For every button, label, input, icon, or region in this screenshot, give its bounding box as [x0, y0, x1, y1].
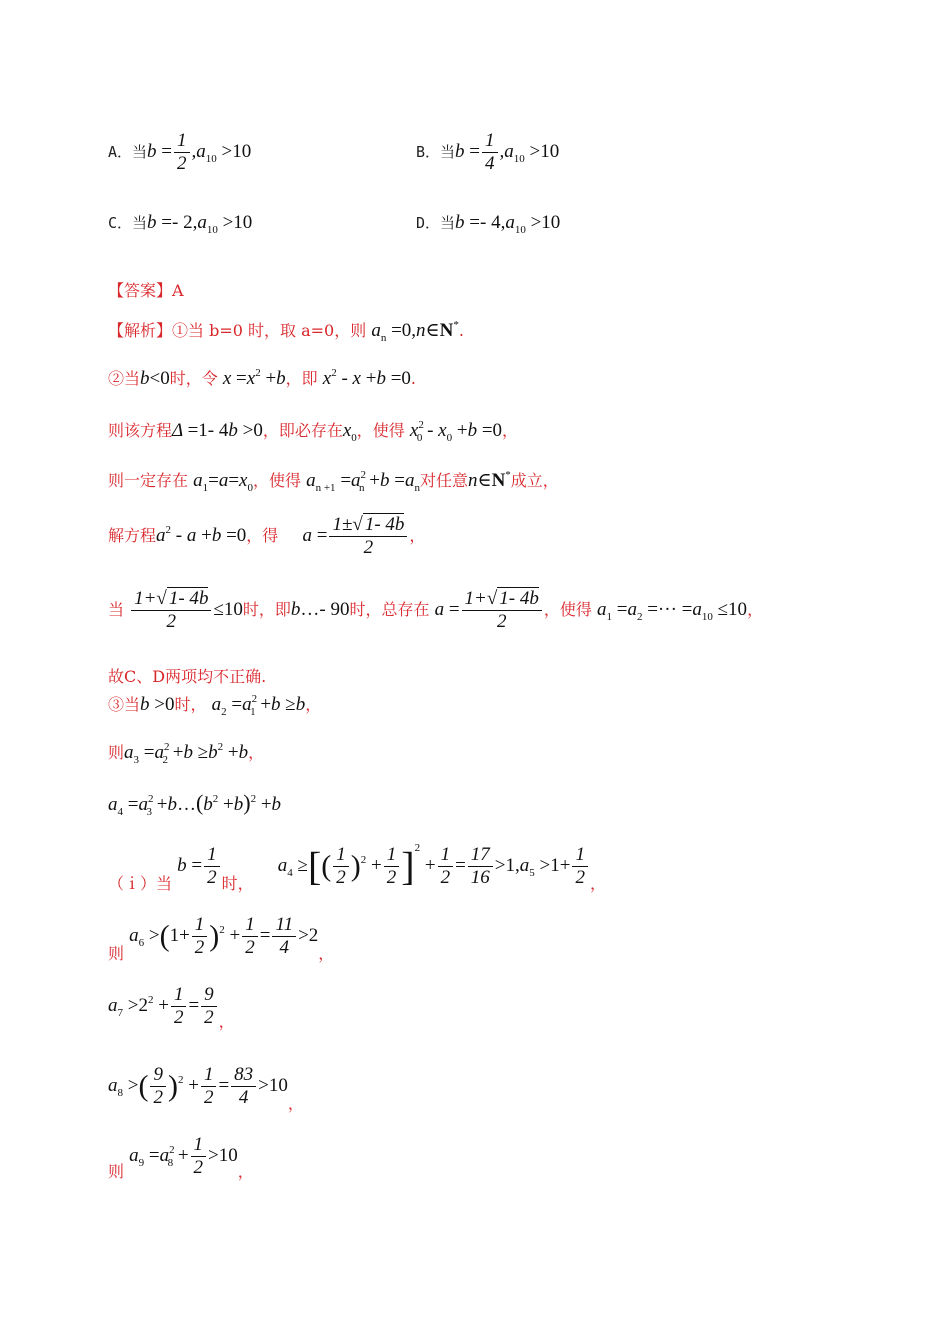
- analysis-p6-m4: $a_1 =a_2$ =··· $=a_{10} \le 10$: [596, 598, 748, 623]
- analysis-p5-m2: a = $\frac{1\pm√ 1- 4b}{2}$: [302, 525, 409, 546]
- analysis-p12-m1: $a_6 >(1+$ $\frac{1}{2}$ )$^2$ + $\frac{1}{2}$ = $\frac{11}{4}$ >2: [129, 914, 319, 958]
- analysis-p5-m1: $a^2 - a +b =0$: [156, 523, 247, 546]
- analysis-line-3: [108, 418, 518, 444]
- analysis-p15-comma: ，: [237, 1161, 254, 1181]
- analysis-line-8: [108, 692, 321, 718]
- analysis-p6-b: 时，即: [242, 599, 291, 619]
- analysis-p3-m2: $x_0$: [342, 420, 357, 444]
- analysis-p6-m3: a = $\frac{1+√ 1- 4b}{2}$: [435, 599, 544, 620]
- analysis-p15-m1: $a_9 =a^2_8$ + $\frac{1}{2}$ >10: [129, 1134, 238, 1178]
- analysis-p1-math: $a_n$ =0,n∈N*: [371, 319, 459, 344]
- analysis-p2-b: 时，令: [169, 369, 218, 388]
- answer-value: A: [172, 281, 184, 300]
- analysis-p3-m3: $x^2_0 - x_0 +b =0$: [409, 419, 503, 444]
- analysis-p3-comma: ，: [502, 421, 519, 440]
- option-b: [416, 130, 559, 175]
- analysis-p8-m2: $a_2 =a^2_1 +b \ge b$: [211, 693, 306, 718]
- analysis-p8-comma: ，: [305, 695, 322, 714]
- analysis-p2-m2: $x =x^2 +b$: [222, 367, 286, 389]
- analysis-p11-comma: ，: [589, 874, 606, 893]
- analysis-p11-m2: $a_4$ ≥[( $\frac{1}{2}$ )$^2$ + $\frac{1}{2}$ ]$^2$ + $\frac{1}{2}$ = $\frac{17}{16}$ $>1,a_5 >1+$ $\frac{1}{2}$: [278, 855, 590, 876]
- option-a-expr: b = $\frac{1}{2}$ $,a_{10} >10$: [147, 130, 252, 174]
- analysis-then-1: 则: [108, 743, 125, 762]
- analysis-p9-m1: $a_3 =a^2_2 +b \ge b^2 +b$: [124, 741, 249, 766]
- analysis-p7: 故C、D两项均不正确.: [108, 667, 267, 686]
- analysis-case-i-b: 时，: [221, 874, 254, 893]
- analysis-p4-m1: $a_1=a=x_0$: [193, 470, 253, 494]
- analysis-p1-end: .: [458, 321, 464, 340]
- analysis-line-10: [108, 790, 281, 818]
- option-c: [108, 212, 252, 236]
- analysis-p4-m3: n∈N*: [467, 469, 511, 491]
- analysis-line-6: [108, 588, 763, 633]
- analysis-then-2: 则: [108, 943, 125, 963]
- analysis-p4-b: ，使得: [252, 471, 301, 490]
- answer-tag: 【答案】: [108, 281, 173, 300]
- option-b-label: B．当: [416, 142, 456, 161]
- analysis-line-15: [108, 1134, 254, 1179]
- analysis-line-14: [108, 1064, 304, 1113]
- option-c-expr: $b =- 2,a_{10} >10$: [147, 212, 253, 236]
- analysis-p6-m2: b…- 90: [290, 598, 350, 620]
- option-a: [108, 130, 251, 175]
- analysis-p8-m1: b >0: [140, 694, 175, 715]
- analysis-p2-a: ②当: [108, 369, 141, 388]
- option-d-expr: $b =- 4,a_{10} >10$: [455, 212, 561, 236]
- analysis-p2-c: ，即: [285, 369, 318, 388]
- answer-line: [108, 278, 184, 301]
- analysis-p11-m1: b = $\frac{1}{2}$: [177, 855, 221, 876]
- analysis-p10-m1: $a_4 =a^2_3$ $+b\dots(b^2 +b)^2 +b$: [108, 790, 282, 818]
- analysis-p5-a: 解方程: [108, 525, 157, 545]
- analysis-p8-a: ③当: [108, 695, 141, 714]
- analysis-case-i-a: （ｉ）当: [108, 874, 173, 893]
- option-c-label: C．当: [108, 214, 148, 232]
- analysis-line-5: [108, 514, 425, 559]
- analysis-p5-b: ，得: [246, 525, 279, 545]
- analysis-p5-comma: ，: [409, 525, 426, 545]
- analysis-p13-m1: $a_7 >2^2$ + $\frac{1}{2}$ = $\frac{9}{2}$: [108, 995, 219, 1016]
- analysis-p1-text: ①当 b=0 时，取 a=0，则: [172, 321, 367, 340]
- analysis-p4-m2: $a_{n +1} =a^2_n +b =a_n$: [306, 469, 420, 494]
- analysis-p9-comma: ，: [248, 743, 265, 762]
- analysis-p3-c: ，使得: [356, 421, 405, 440]
- analysis-p8-b: 时，: [174, 695, 207, 714]
- option-d-label: D．当: [416, 214, 456, 232]
- analysis-line-11: [108, 842, 606, 893]
- analysis-p6-m1: $\frac{1+√ 1- 4b}{2}$ ≤10: [129, 599, 243, 620]
- analysis-p6-d: ，使得: [543, 599, 592, 619]
- analysis-p2-m3: $x^2 - x +b =0$: [322, 367, 411, 389]
- analysis-p4-c: 对任意: [419, 471, 468, 490]
- option-d: [416, 212, 560, 236]
- analysis-line-12: [108, 914, 335, 963]
- analysis-p6-c: 时，总存在: [349, 599, 430, 619]
- analysis-p2-end: .: [410, 369, 416, 388]
- analysis-p14-comma: ，: [287, 1093, 304, 1113]
- analysis-p3-b: ，即必存在: [262, 421, 343, 440]
- analysis-line-7: [108, 664, 266, 687]
- analysis-line-1: [108, 318, 464, 344]
- option-a-label: A．当: [108, 142, 148, 161]
- option-b-expr: b = $\frac{1}{4}$ $,a_{10} >10$: [455, 130, 560, 174]
- analysis-line-9: [108, 740, 264, 766]
- analysis-tag: 【解析】: [108, 321, 173, 340]
- analysis-p14-m1: $a_8$ >( $\frac{9}{2}$ )$^2$ + $\frac{1}{2}$ = $\frac{83}{4}$ >10: [108, 1064, 288, 1108]
- analysis-p4-d: 成立，: [510, 471, 559, 490]
- analysis-line-13: [108, 984, 235, 1029]
- analysis-p2-m1: b<0: [140, 368, 170, 389]
- analysis-p3-a: 则该方程: [108, 421, 173, 440]
- analysis-p6-a: 当: [108, 599, 125, 619]
- analysis-p6-comma: ，: [747, 599, 764, 619]
- analysis-line-4: [108, 468, 559, 494]
- analysis-then-3: 则: [108, 1161, 125, 1181]
- analysis-p4-a: 则一定存在: [108, 471, 189, 490]
- analysis-p3-m1: Δ =1- 4b >0: [172, 420, 263, 441]
- analysis-p13-comma: ，: [218, 1011, 235, 1031]
- analysis-line-2: [108, 366, 416, 390]
- analysis-p12-comma: ，: [318, 943, 335, 963]
